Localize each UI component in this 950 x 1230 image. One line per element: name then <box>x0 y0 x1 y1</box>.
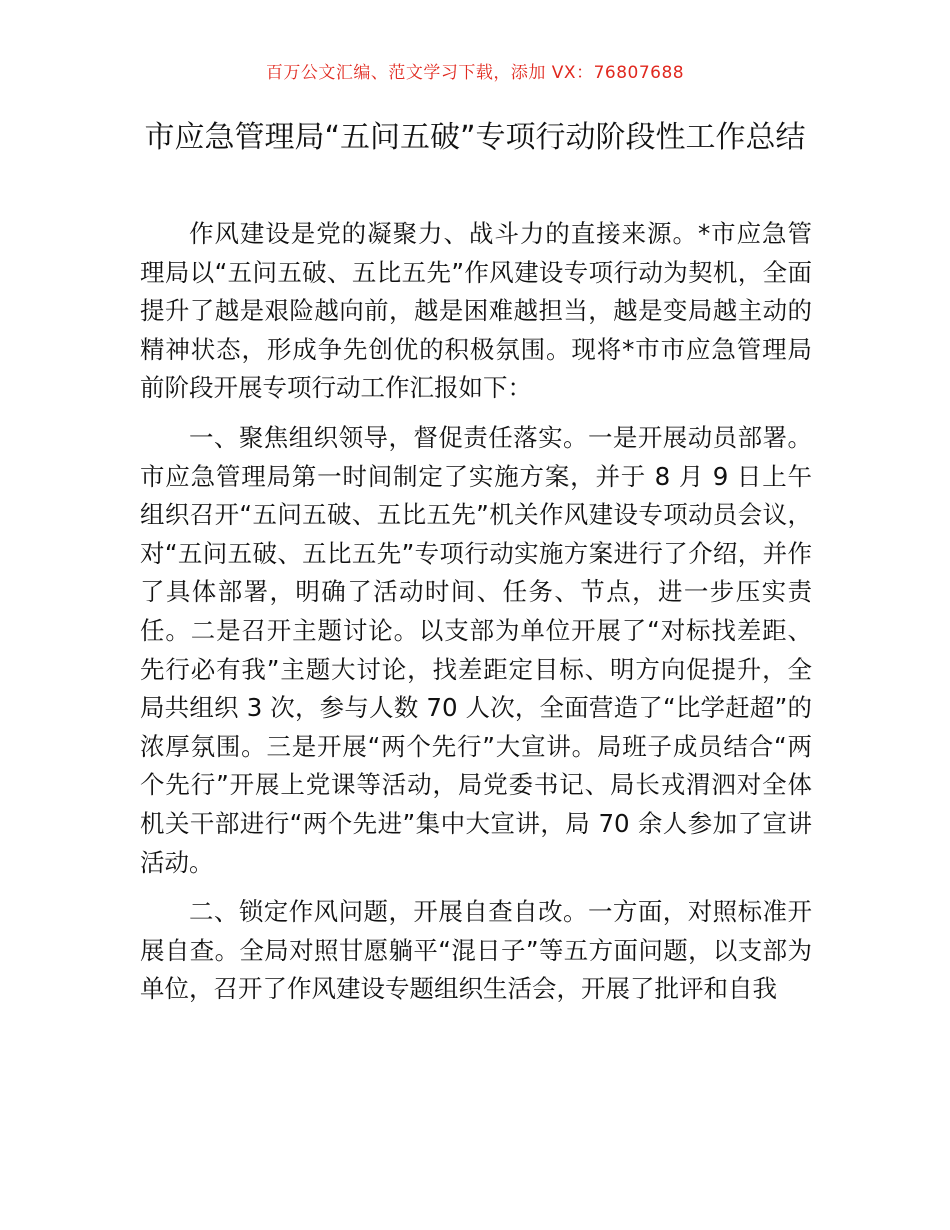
paragraph-intro: 作风建设是党的凝聚力、战斗力的直接来源。*市应急管理局以“五问五破、五比五先”作风建设专项行动为契机，全面提升了越是艰险越向前，越是困难越担当，越是变局越主动的精神状态，形成争先创优的积极氛围。现将*市市应急管理局前阶段开展专项行动工作汇报如下： <box>140 219 812 403</box>
paragraph-section-2: 二、锁定作风问题，开展自查自改。一方面，对照标准开展自查。全局对照甘愿躺平“混日子”等五方面问题，以支部为单位，召开了作风建设专题组织生活会，开展了批评和自我 <box>140 897 812 1004</box>
paragraph-section-1: 一、聚焦组织领导，督促责任落实。一是开展动员部署。市应急管理局第一时间制定了实施方案，并于 8 月 9 日上午组织召开“五问五破、五比五先”机关作风建设专项动员会议，对“五问五破、五比五先”专项行动实施方案进行了介绍，并作了具体部署，明确了活动时间、任务、节点，进一步压实责任。二是召开主题讨论。以支部为单位开展了“对标找差距、先行必有我”主题大讨论，找差距定目标、明方向促提升，全局共组织 3 次，参与人数 70 人次，全面营造了“比学赶超”的浓厚氛围。三是开展“两个先行”大宣讲。局班子成员结合“两个先行”开展上党课等活动，局党委书记、局长戎渭泗对全体机关干部进行“两个先进”集中大宣讲，局 70 余人参加了宣讲活动。 <box>140 422 812 877</box>
document-title: 市应急管理局“五问五破”专项行动阶段性工作总结 <box>144 120 806 155</box>
document-body <box>140 215 812 1020</box>
promo-header-banner: 百万公文汇编、范文学习下载，添加 VX：76807688 <box>265 63 685 83</box>
